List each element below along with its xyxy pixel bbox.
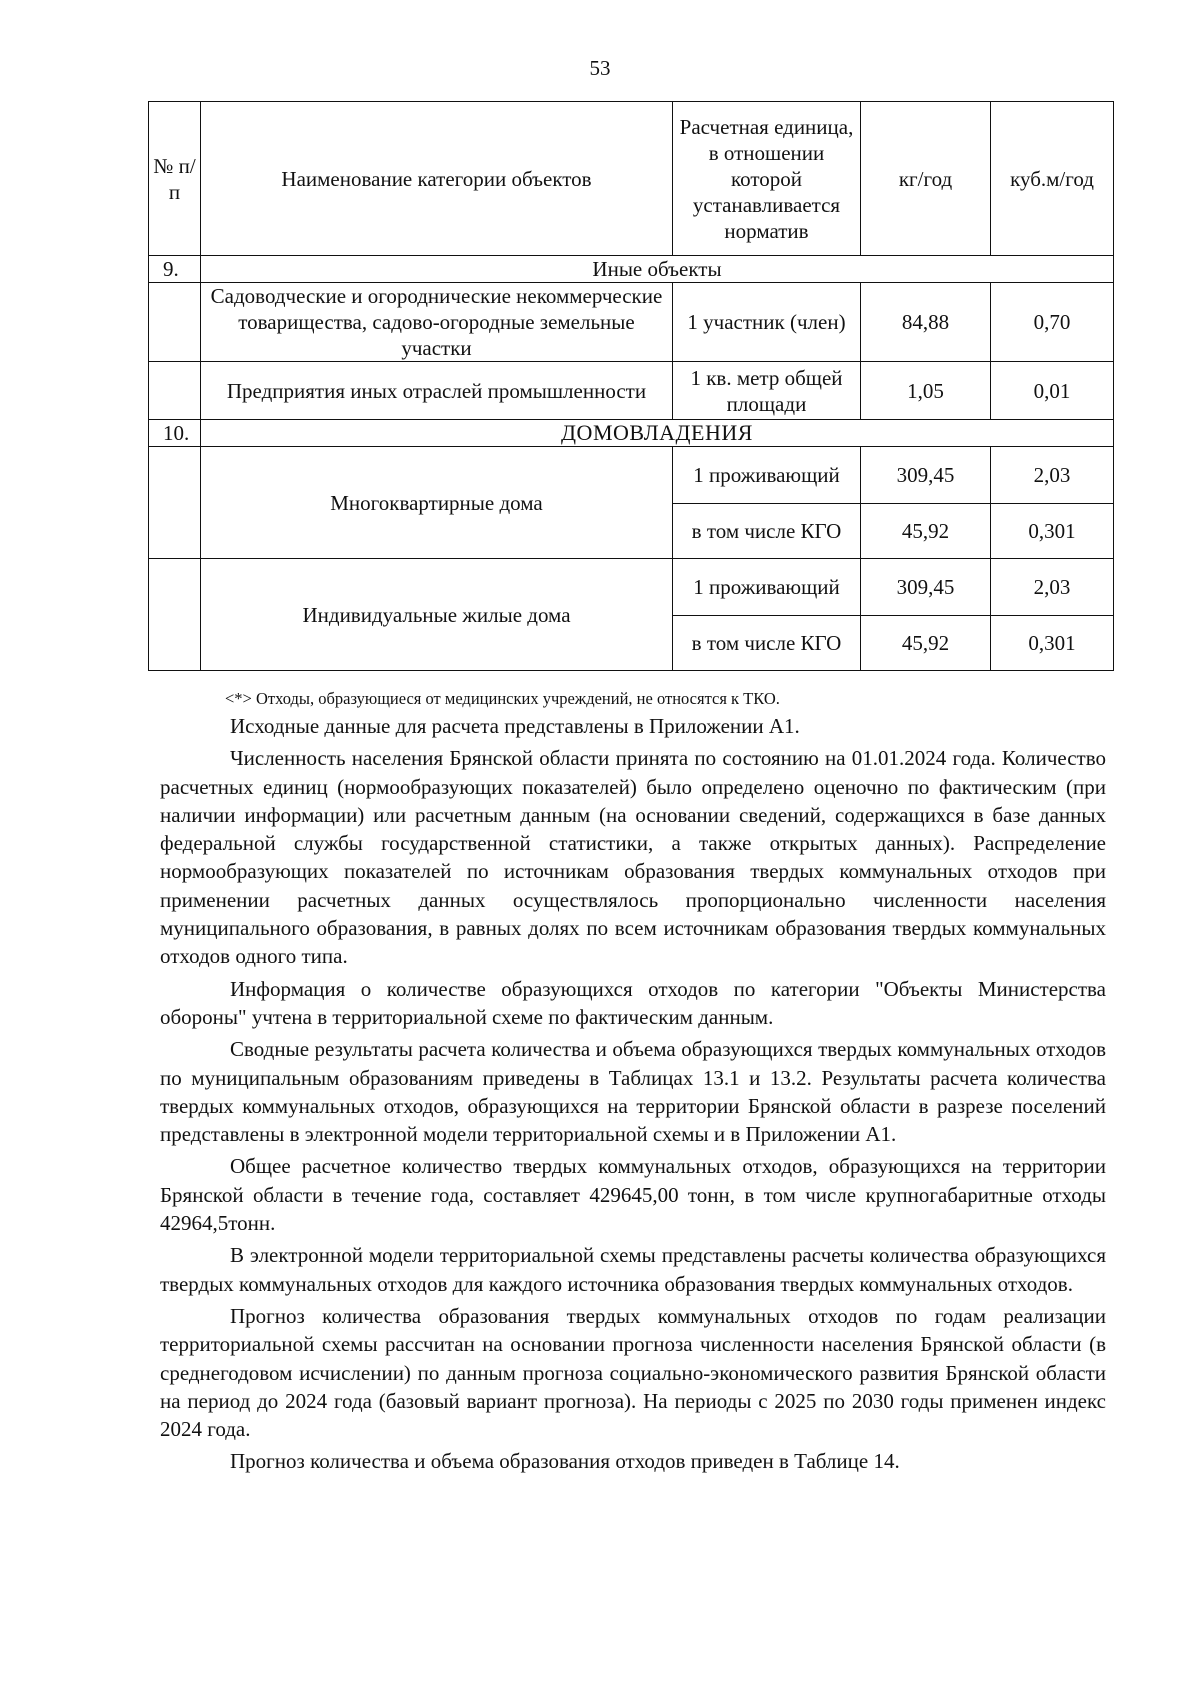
row-m3: 0,01 <box>991 362 1114 420</box>
paragraph: Информация о количестве образующихся отходов по категории "Объекты Министерства обороны" учтена в территориальной схеме по фактическим данным. <box>160 976 1106 1029</box>
header-m3: куб.м/год <box>991 102 1114 256</box>
table-row <box>149 362 1114 420</box>
norms-table <box>148 101 1114 671</box>
table-row <box>149 559 1114 616</box>
row-num-empty <box>149 447 201 559</box>
group-name: Многоквартирные дома <box>201 447 673 559</box>
paragraph: Прогноз количества образования твердых коммунальных отходов по годам реализации территориальной схемы рассчитан на основании прогноза численности населения Брянской области (в среднегодовом исчислении) по данным прогноза социально-экономического развития Брянской области на период до 2024 года (базовый вариант прогноза). На периоды с 2025 по 2030 годы применен индекс 2024 года. <box>160 1303 1106 1442</box>
section-title: ДОМОВЛАДЕНИЯ <box>201 420 1114 447</box>
row-unit: в том числе КГО <box>673 616 861 671</box>
row-kg: 309,45 <box>861 447 991 504</box>
paragraph: Сводные результаты расчета количества и объема образующихся твердых коммунальных отходов по муниципальным образованиям приведены в Таблицах 13.1 и 13.2. Результаты расчета количества твердых коммунальных отходов, образующихся на территории Брянской области в разрезе поселений представлены в электронной модели территориальной схемы и в Приложении А1. <box>160 1037 1106 1147</box>
row-m3: 0,301 <box>991 616 1114 671</box>
section-num: 9. <box>149 256 201 283</box>
row-m3: 0,301 <box>991 504 1114 559</box>
row-kg: 309,45 <box>861 559 991 616</box>
row-kg: 1,05 <box>861 362 991 420</box>
row-m3: 0,70 <box>991 283 1114 362</box>
row-unit: в том числе КГО <box>673 504 861 559</box>
row-unit: 1 проживающий <box>673 447 861 504</box>
row-m3: 2,03 <box>991 447 1114 504</box>
paragraph: В электронной модели территориальной схемы представлены расчеты количества образующихся твердых коммунальных отходов для каждого источника образования твердых коммунальных отходов. <box>160 1243 1106 1296</box>
paragraph: Прогноз количества и объема образования отходов приведен в Таблице 14. <box>230 1449 900 1474</box>
row-unit: 1 кв. метр общей площади <box>673 362 861 420</box>
paragraph: Исходные данные для расчета представлены в Приложении А1. <box>230 714 800 738</box>
row-num-empty <box>149 559 201 671</box>
section-row <box>149 256 1114 283</box>
row-kg: 45,92 <box>861 504 991 559</box>
row-num-empty <box>149 362 201 420</box>
row-num-empty <box>149 283 201 362</box>
row-unit: 1 участник (член) <box>673 283 861 362</box>
section-title: Иные объекты <box>201 256 1114 283</box>
table-row <box>149 447 1114 504</box>
table-row <box>149 283 1114 362</box>
header-num: № п/п <box>149 102 201 256</box>
row-m3: 2,03 <box>991 559 1114 616</box>
header-unit: Расчетная единица, в отношении которой устанавливается норматив <box>673 102 861 256</box>
paragraph: Общее расчетное количество твердых коммунальных отходов, образующихся на территории Брянской области в течение года, составляет 429645,00 тонн, в том числе крупногабаритные отходы 42964,5тонн. <box>160 1154 1106 1236</box>
section-row <box>149 420 1114 447</box>
section-num: 10. <box>149 420 201 447</box>
body-text <box>160 712 1106 1480</box>
group-name: Индивидуальные жилые дома <box>201 559 673 671</box>
header-kg: кг/год <box>861 102 991 256</box>
page-number: 53 <box>589 56 611 80</box>
table-footnote: <*> Отходы, образующиеся от медицинских учреждений, не относятся к ТКО. <box>225 689 780 708</box>
paragraph: Численность населения Брянской области принята по состоянию на 01.01.2024 года. Количество расчетных единиц (нормообразующих показателей) было определено оценочно по фактическим (при наличии информации) или расчетным данным (на основании сведений, содержащихся в базе данных федеральной службы государственной статистики, а также открытых данных). Распределение нормообразующих показателей по источникам образования твердых коммунальных отходов при применении расчетных данных осуществлялось пропорционально численности населения муниципального образования, в равных долях по всем источникам образования твердых коммунальных отходов одного типа. <box>160 746 1106 969</box>
row-name: Садоводческие и огороднические некоммерческие товарищества, садово-огородные земельные участки <box>201 283 673 362</box>
row-kg: 45,92 <box>861 616 991 671</box>
row-kg: 84,88 <box>861 283 991 362</box>
row-unit: 1 проживающий <box>673 559 861 616</box>
table-header-row <box>149 102 1114 256</box>
header-name: Наименование категории объектов <box>201 102 673 256</box>
row-name: Предприятия иных отраслей промышленности <box>201 362 673 420</box>
